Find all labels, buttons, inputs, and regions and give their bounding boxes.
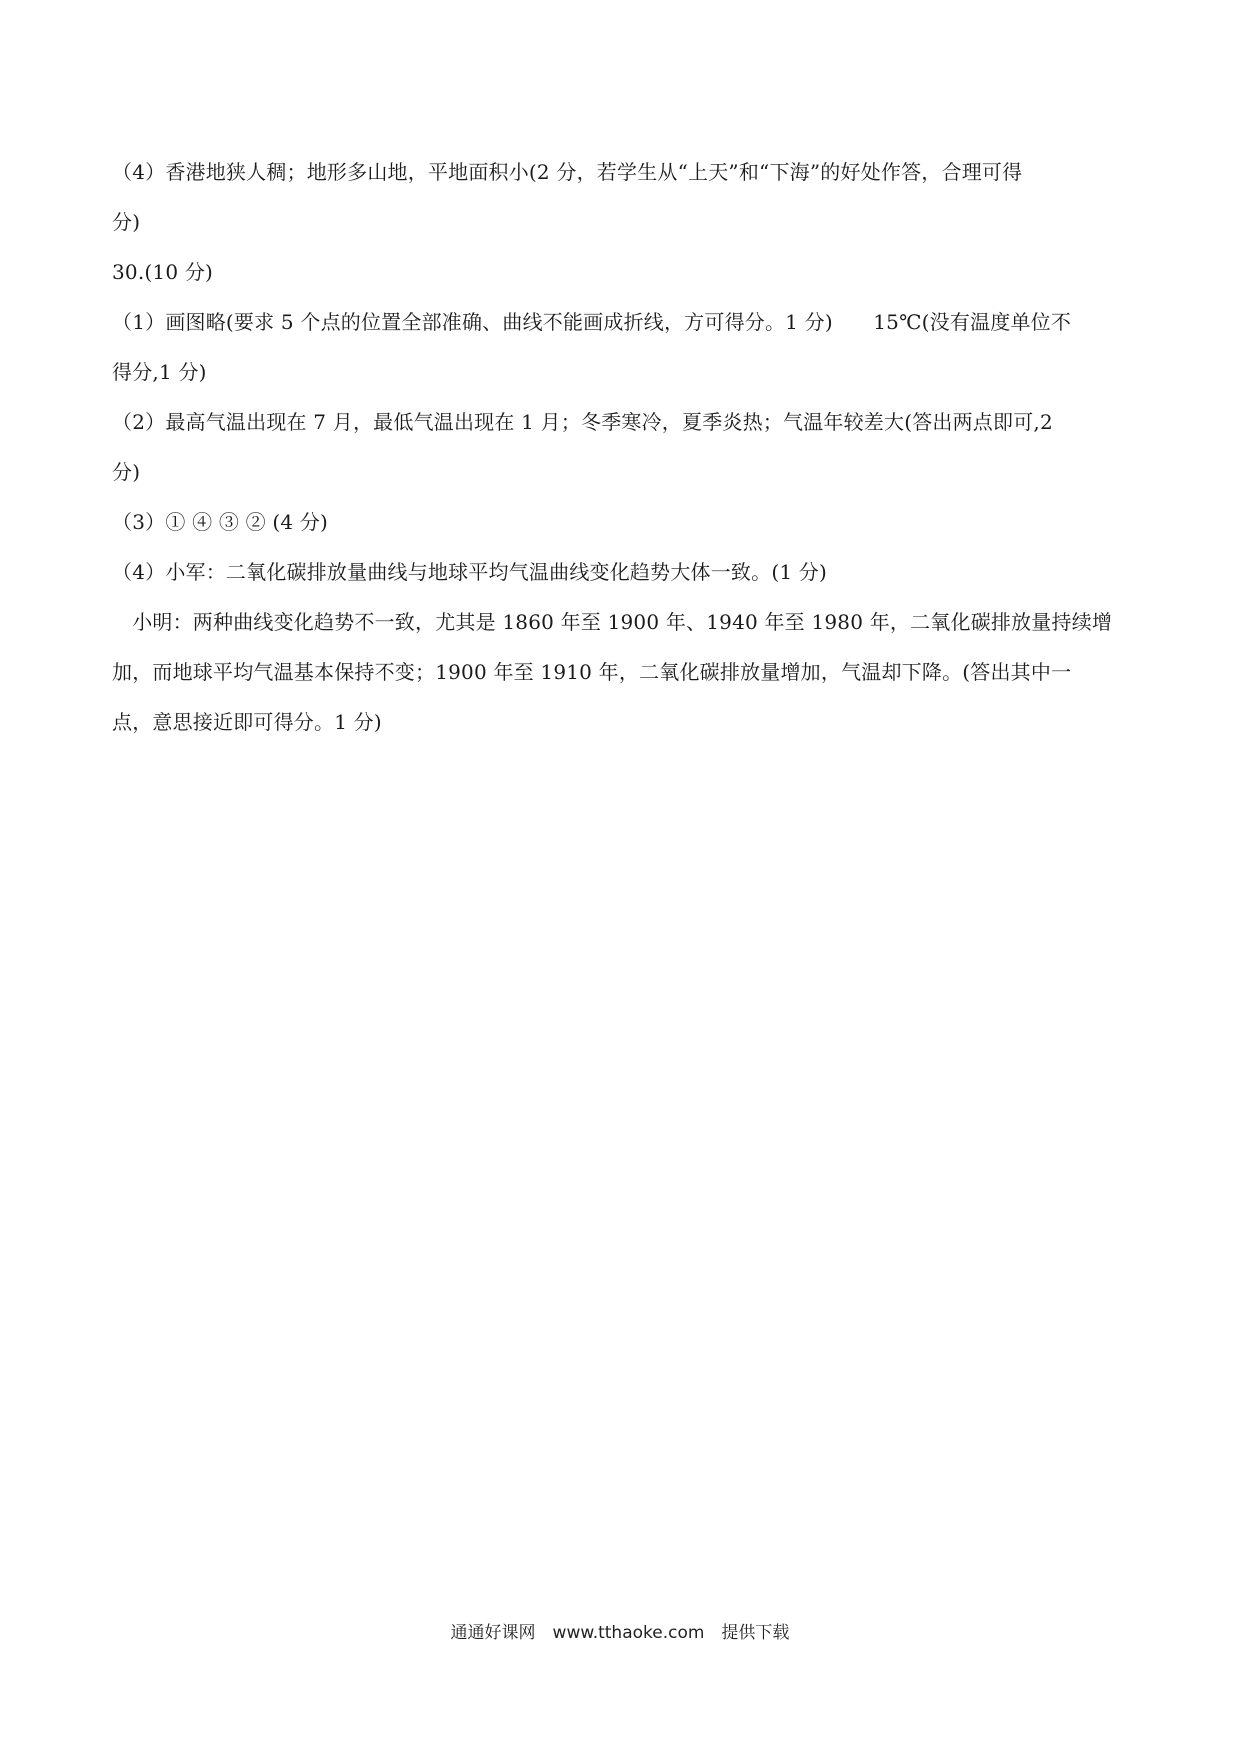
- answer-line-q30-4-xiaoming-cont1: 加，而地球平均气温基本保持不变；1900 年至 1910 年，二氧化碳排放量增加，气温却下降。(答出其中一: [112, 660, 1072, 684]
- answer-line-q30-2: （2）最高气温出现在 7 月，最低气温出现在 1 月；冬季寒冷，夏季炎热；气温年较差大(答出两点即可,2: [112, 410, 1053, 434]
- answer-line-q30-4-xiaoming: 小明：两种曲线变化趋势不一致，尤其是 1860 年至 1900 年、1940 年至 1980 年，二氧化碳排放量持续增: [112, 610, 1113, 634]
- page-footer: 通通好课网 www.tthaoke.com 提供下载: [450, 1623, 790, 1643]
- answer-line-q30-2-cont: 分): [112, 460, 141, 484]
- answer-line-q29-4: （4）香港地狭人稠；地形多山地，平地面积小(2 分，若学生从“上天”和“下海”的好处作答，合理可得: [112, 160, 1023, 184]
- answer-line-q30-3: （3）① ④ ③ ② (4 分): [112, 510, 329, 534]
- question-30-heading: 30.(10 分): [112, 260, 214, 284]
- answer-line-q30-1-cont: 得分,1 分): [112, 360, 207, 384]
- answer-line-q29-4-cont: 分): [112, 210, 141, 234]
- answer-line-q30-4: （4）小军：二氧化碳排放量曲线与地球平均气温曲线变化趋势大体一致。(1 分): [112, 560, 828, 584]
- answer-line-q30-1: （1）画图略(要求 5 个点的位置全部准确、曲线不能画成折线，方可得分。1 分) 15℃(没有温度单位不: [112, 310, 1072, 334]
- answer-line-q30-4-xiaoming-cont2: 点，意思接近即可得分。1 分): [112, 710, 382, 734]
